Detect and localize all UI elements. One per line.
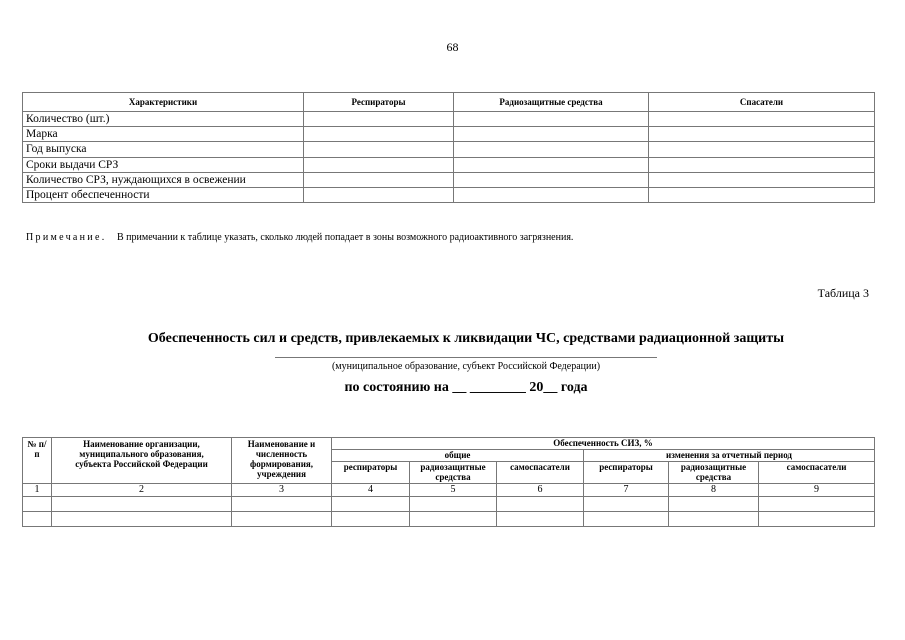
- cell: [649, 187, 875, 202]
- cell: [497, 512, 584, 527]
- row-label: Сроки выдачи СРЗ: [23, 157, 304, 172]
- cell: [23, 512, 52, 527]
- cell: [304, 187, 454, 202]
- table-row: [23, 127, 875, 142]
- cell: [649, 157, 875, 172]
- header-characteristics: Характеристики: [23, 93, 304, 112]
- cell: [304, 127, 454, 142]
- row-label: Процент обеспеченности: [23, 187, 304, 202]
- header-change-radio: радиозащитные средства: [669, 462, 759, 484]
- cell: [410, 497, 497, 512]
- subcaption: (муниципальное образование, субъект Российской Федерации): [331, 361, 601, 372]
- header-change: изменения за отчетный период: [584, 450, 875, 462]
- cell: [23, 497, 52, 512]
- header-unit: Наименование и численность формирования, учреждения: [232, 438, 332, 484]
- cell: [649, 142, 875, 157]
- cell: [759, 512, 875, 527]
- column-number: 3: [232, 484, 332, 497]
- cell: [584, 497, 669, 512]
- row-label: Год выпуска: [23, 142, 304, 157]
- cell: [454, 142, 649, 157]
- table-row: [23, 187, 875, 202]
- table-row: [23, 497, 875, 512]
- cell: [410, 512, 497, 527]
- cell: [232, 497, 332, 512]
- table-header-row: [23, 93, 875, 112]
- note-text: В примечании к таблице указать, сколько людей попадает в зоны возможного радиоактивного загрязнения.: [117, 232, 574, 243]
- table-row: [23, 172, 875, 187]
- header-number: № п/п: [23, 438, 52, 484]
- cell: [332, 512, 410, 527]
- table-row: [23, 142, 875, 157]
- note-label: Примечание.: [26, 232, 107, 243]
- cell: [649, 127, 875, 142]
- table-row: [23, 512, 875, 527]
- cell: [649, 172, 875, 187]
- cell: [304, 142, 454, 157]
- header-change-selfrescuers: самоспасатели: [759, 462, 875, 484]
- cell: [584, 512, 669, 527]
- cell: [304, 112, 454, 127]
- header-organization: Наименование организации, муниципального образования, субъекта Российской Федерации: [52, 438, 232, 484]
- cell: [669, 497, 759, 512]
- cell: [52, 512, 232, 527]
- header-radio-protection: Радиозащитные средства: [454, 93, 649, 112]
- header-total-radio: радиозащитные средства: [410, 462, 497, 484]
- column-number: 1: [23, 484, 52, 497]
- table-label: Таблица 3: [817, 286, 869, 300]
- column-number: 8: [669, 484, 759, 497]
- column-numbers-row: [23, 484, 875, 497]
- cell: [454, 172, 649, 187]
- header-respirators: Респираторы: [304, 93, 454, 112]
- cell: [332, 497, 410, 512]
- table-header-row: [23, 438, 875, 450]
- cell: [454, 187, 649, 202]
- date-line: по состоянию на __ ________ 20__ года: [344, 380, 588, 395]
- header-change-respirators: респираторы: [584, 462, 669, 484]
- fill-in-line: [275, 357, 657, 358]
- cell: [52, 497, 232, 512]
- cell: [454, 157, 649, 172]
- page-number: 68: [446, 40, 459, 54]
- header-total: общие: [332, 450, 584, 462]
- column-number: 7: [584, 484, 669, 497]
- header-rescuers: Спасатели: [649, 93, 875, 112]
- cell: [454, 112, 649, 127]
- cell: [454, 127, 649, 142]
- cell: [649, 112, 875, 127]
- cell: [304, 172, 454, 187]
- table-note: [26, 232, 573, 243]
- row-label: Количество СРЗ, нуждающихся в освежении: [23, 172, 304, 187]
- column-number: 4: [332, 484, 410, 497]
- row-label: Марка: [23, 127, 304, 142]
- column-number: 5: [410, 484, 497, 497]
- column-number: 6: [497, 484, 584, 497]
- column-number: 2: [52, 484, 232, 497]
- cell: [669, 512, 759, 527]
- cell: [304, 157, 454, 172]
- table-row: [23, 112, 875, 127]
- equipment-table: [22, 92, 875, 203]
- cell: [759, 497, 875, 512]
- column-number: 9: [759, 484, 875, 497]
- header-total-selfrescuers: самоспасатели: [497, 462, 584, 484]
- row-label: Количество (шт.): [23, 112, 304, 127]
- header-provision: Обеспеченность СИЗ, %: [332, 438, 875, 450]
- table-row: [23, 157, 875, 172]
- provision-table: [22, 437, 875, 527]
- cell: [232, 512, 332, 527]
- page-title: Обеспеченность сил и средств, привлекаемых к ликвидации ЧС, средствами радиационной защиты: [147, 331, 785, 346]
- cell: [497, 497, 584, 512]
- header-total-respirators: респираторы: [332, 462, 410, 484]
